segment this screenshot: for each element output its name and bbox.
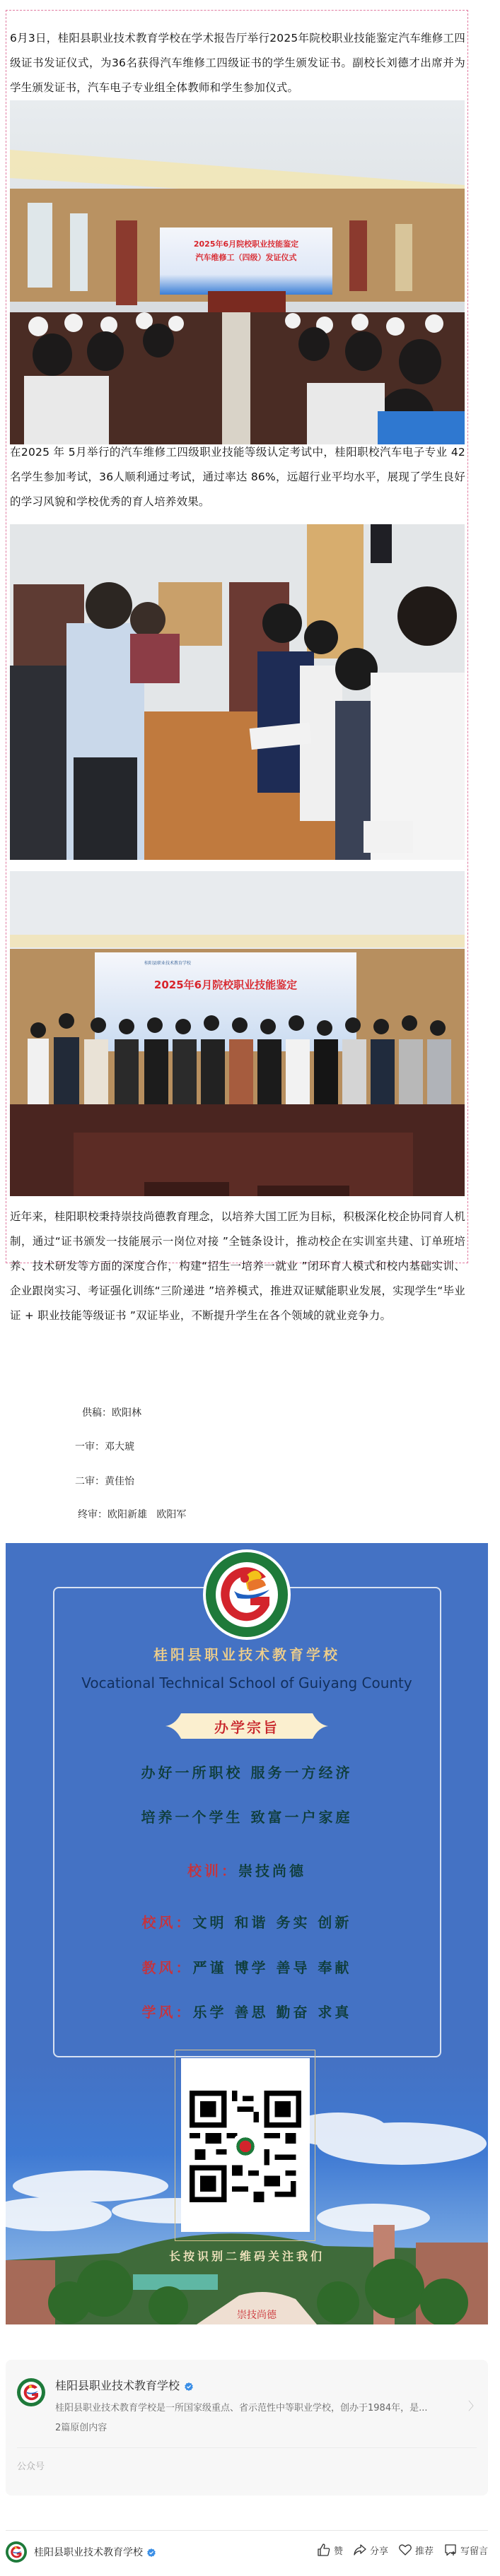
certificate-handover-image (10, 524, 465, 860)
school-spirit-line (6, 1911, 488, 1932)
school-poster (6, 1543, 488, 2324)
mission-line-1: 办好一所职校 服务一方经济 (141, 1764, 353, 1781)
svg-text:2025年6月院校职业技能鉴定: 2025年6月院校职业技能鉴定 (193, 240, 299, 249)
school-logo-icon (202, 1549, 291, 1641)
share-button[interactable] (353, 2543, 388, 2557)
article-paragraph-results: 在2025 年 5月举行的汽车维修工四级职业技能等级认定考试中，桂阳职校汽车电子专业 42 名学生参加考试，36人顺利通过考试，通过率达 86%，远超行业平均水平，展现了学生良好的学习风貌和学校优秀的育人培养效果。 (10, 446, 465, 508)
article-container (6, 10, 468, 1322)
account-original-count: 2篇原创内容 (55, 2423, 107, 2433)
like-button[interactable] (317, 2543, 343, 2557)
svg-text:2025年6月院校职业技能鉴定: 2025年6月院校职业技能鉴定 (153, 979, 298, 991)
chevron-right-icon[interactable]: 〉 (468, 2399, 480, 2413)
account-description: 桂阳县职业技术教育学校是一所国家级重点、省示范性中等职业学校，创办于1984年，是... (55, 2403, 428, 2413)
teaching-style-label: 教风： (141, 1959, 193, 1976)
svg-text:汽车维修工（四级）发证仪式: 汽车维修工（四级）发证仪式 (195, 253, 297, 262)
motto-title: 办学宗旨 (214, 1718, 279, 1736)
account-card[interactable] (6, 2360, 488, 2495)
recommend-button[interactable] (398, 2543, 434, 2557)
qr-caption: 长按识别二维码关注我们 (168, 2250, 325, 2263)
credit-contributor: 供稿：欧阳林 (82, 1407, 141, 1419)
photo-certificate-handover (10, 524, 465, 860)
bottom-actions (317, 2543, 488, 2557)
poster-school-name-en: Vocational Technical School of Guiyang County (81, 1674, 412, 1691)
bottom-account-avatar[interactable] (6, 2541, 27, 2563)
recommend-label: 推荐 (414, 2546, 434, 2557)
motto-badge (165, 1711, 328, 1742)
account-card-divider (17, 2447, 477, 2448)
write-comment-label: 写留言 (460, 2546, 488, 2557)
article-paragraph-summary: 近年来，桂阳职校秉持崇技尚德教育理念，以培养大国工匠为目标，积极深化校企协同育人机制，通过“证书颁发一技能展示一岗位对接 ”全链条设计，推动校企在实训室共建、订单班培养、技术研发等方面的深度合作，构建“招生一培养一就业 ”闭环育人模式和校内基础实训、企业跟岗实习、考证强化训练“三阶递进 ”培养模式，推进双证赋能职业发展，实现学生“毕业证 + 职业技能等级证书 ”双证毕业，不断提升学生在各个领域的就业竞争力。 (10, 1210, 465, 1322)
school-motto-text: 崇技尚德 (238, 1862, 306, 1879)
credit-final-review: 终审：欧阳新雄 欧阳军 (78, 1509, 187, 1520)
verified-badge-icon (147, 2548, 156, 2557)
campus-sky-section (6, 2062, 488, 2324)
qr-code[interactable] (181, 2058, 310, 2232)
mission-line-2: 培养一个学生 致富一户家庭 (141, 1809, 353, 1826)
thumbs-up-icon (317, 2543, 331, 2557)
account-name-row[interactable] (55, 2377, 193, 2393)
verified-badge-icon (185, 2382, 193, 2391)
ceremony-hall-image (10, 100, 465, 444)
comment-icon (443, 2543, 458, 2557)
school-motto-line (6, 1860, 488, 1880)
heart-icon (398, 2543, 412, 2557)
bottom-account-name: 桂阳县职业技术教育学校 (34, 2547, 143, 2558)
poster-school-name: 桂阳县职业技术教育学校 (153, 1646, 340, 1663)
learning-style-label: 学风： (141, 2004, 193, 2021)
account-avatar[interactable] (17, 2378, 45, 2406)
share-label: 分享 (369, 2546, 388, 2557)
bottom-account-name-row[interactable] (34, 2545, 156, 2559)
credit-first-review: 一审：邓大琥 (75, 1441, 134, 1453)
account-name: 桂阳县职业技术教育学校 (55, 2379, 180, 2392)
share-icon (353, 2543, 367, 2557)
learning-style-line (6, 2001, 488, 2021)
credit-second-review: 二审：黄佳怡 (75, 1476, 134, 1487)
teaching-style-text: 严谨 博学 善导 奉献 (192, 1959, 352, 1976)
school-motto-label: 校训： (187, 1862, 238, 1879)
like-label: 赞 (333, 2546, 343, 2557)
photo-ceremony-hall (10, 100, 465, 444)
qr-code-frame[interactable] (175, 2050, 315, 2241)
teaching-style-line (6, 1956, 488, 1977)
account-type-label: 公众号 (17, 2462, 45, 2472)
group-photo-image (10, 871, 465, 1196)
bottom-action-bar (6, 2540, 488, 2565)
school-spirit-text: 文明 和谐 务实 创新 (192, 1914, 352, 1931)
bottom-divider (6, 2530, 488, 2531)
qr-code-icon (190, 2069, 301, 2223)
learning-style-text: 乐学 善思 勤奋 求真 (192, 2004, 352, 2021)
svg-text:崇技尚德: 崇技尚德 (237, 2310, 277, 2321)
svg-text:桂阳县职业技术教育学校: 桂阳县职业技术教育学校 (144, 961, 192, 966)
article-paragraph-intro: 6月3日，桂阳县职业技术教育学校在学术报告厅举行2025年院校职业技能鉴定汽车维修工四级证书发证仪式，为36名获得汽车维修工四级证书的学生颁发证书。副校长刘德才出席并为学生颁发证书，汽车电子专业组全体教师和学生参加仪式。 (10, 32, 465, 94)
photo-group (10, 871, 465, 1196)
school-spirit-label: 校风： (141, 1914, 193, 1931)
write-comment-button[interactable] (443, 2543, 488, 2557)
